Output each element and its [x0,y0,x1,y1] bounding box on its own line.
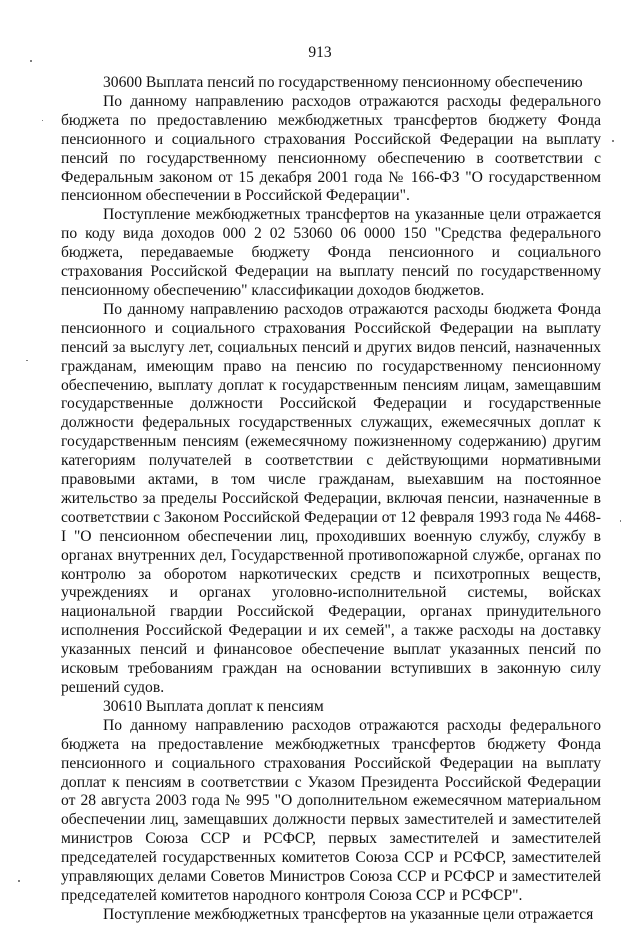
section-heading-30600: 30600 Выплата пенсий по государственному пенсионному обеспечению [103,74,583,91]
section-heading-30610: 30610 Выплата доплат к пенсиям [103,697,324,715]
paragraph-30610-revenue-code: Поступление межбюджетных трансфертов на указанные цели отражается [103,905,594,923]
scan-speck [620,520,621,522]
scan-speck [18,880,20,882]
scan-speck [42,120,43,121]
paragraph-30600-federal-budget: По данному направлению расходов отражаются расходы федерального бюджета по предоставлению межбюджетных трансфертов бюджету Фонда пенсионного и социального страхования Российской Федерации на выплату пенсий по государственному пенсионному обеспечению в соответствии с Федеральным законом от 15 декабря 2001 года № 166-ФЗ "О государственном пенсионном обеспечении в Российской Федерации". [61,92,601,205]
page-number: 913 [308,44,332,61]
paragraph-30610-federal-budget: По данному направлению расходов отражаются расходы федерального бюджета на предоставление межбюджетных трансфертов бюджету Фонда пенсионного и социального страхования Российской Федерации на выплату доплат к пенсиям в соответствии с Указом Президента Российской Федерации от 28 августа 2003 года № 995 "О дополнительном ежемесячном материальном обеспечении лиц, замещавших должности первых заместителей и заместителей министров Союза ССР и РСФСР, первых заместителей и заместителей председателей государственных комитетов Союза ССР и РСФСР, заместителей управляющих делами Советов Министров Союза ССР и РСФСР и заместителей председателей комитетов народного контроля Союза ССР и РСФСР". [61,716,601,904]
scan-speck [26,360,28,361]
scan-speck [30,60,32,62]
scan-speck [612,140,614,142]
paragraph-30600-fund-expenses: По данному направлению расходов отражаются расходы бюджета Фонда пенсионного и социального страхования Российской Федерации на выплату пенсий за выслугу лет, социальных пенсий и других видов пенсий, назначенных гражданам, имеющим право на пенсию по государственному пенсионному обеспечению, выплату доплат к государственным пенсиям лицам, замещавшим государственные должности Российской Федерации и государственные должности федеральных государственных служащих, ежемесячных доплат к государственным пенсиям (ежемесячному пожизненному содержанию) другим категориям получателей в соответствии с действующими нормативными правовыми актами, в том числе гражданам, выехавшим на постоянное жительство за пределы Российской Федерации, включая пенсии, назначенные в соответствии с Законом Российской Федерации от 12 февраля 1993 года № 4468-I "О пенсионном обеспечении лиц, проходивших военную службу, службу в органах внутренних дел, Государственной противопожарной службе, органах по контролю за оборотом наркотических средств и психотропных веществ, учреждениях и органах уголовно-исполнительной системы, войсках национальной гвардии Российской Федерации, органах принудительного исполнения Российской Федерации и их семей", а также расходы на доставку указанных пенсий и финансовое обеспечение выплат указанных пенсий по исковым требованиям граждан на основании вступивших в законную силу решений судов. [61,300,601,696]
document-body [61,74,601,925]
paragraph-30600-revenue-code: Поступление межбюджетных трансфертов на указанные цели отражается по коду вида доходов 000 2 02 53060 06 0000 150 "Средства федерального бюджета, передаваемые бюджету Фонда пенсионного и социального страхования Российской Федерации на выплату пенсий по государственному пенсионному обеспечению" классификации доходов бюджетов. [61,206,601,299]
